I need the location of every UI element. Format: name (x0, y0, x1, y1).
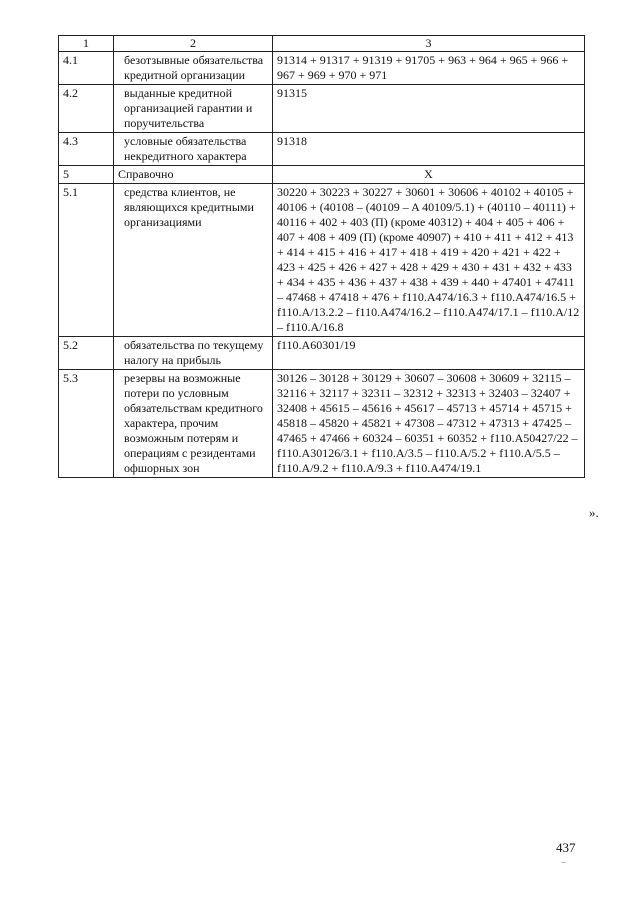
row-description (114, 370, 273, 478)
row-number: 5.1 (59, 184, 114, 337)
row-formula-text: 91318 (277, 134, 307, 148)
header-col-1: 1 (59, 36, 114, 52)
table-header-row (59, 36, 585, 52)
row-formula-text: f110.A60301/19 (277, 338, 356, 352)
row-formula-text: 91315 (277, 86, 307, 100)
page-number: 437 (556, 840, 576, 855)
row-description (114, 184, 273, 337)
row-formula (273, 133, 585, 166)
row-description-text: безотзывные обязательства кредитной организации (124, 53, 264, 82)
header-col-3: 3 (273, 36, 585, 52)
row-description: Справочно (114, 166, 273, 184)
header-col-2: 2 (114, 36, 273, 52)
table-row (59, 133, 585, 166)
row-formula-text: 30126 – 30128 + 30129 + 30607 – 30608 + 30609 + 32115 – 32116 + 32117 + 32311 – 32312 + 32313 + 32403 – 32407 + 32408 + 45615 – 45616 + 45617 – 45713 + 45714 + 45715 + 45818 – 45820 + 45821 + 47308 – 47312 + 47313 + 47425 – 47465 + 47466 + 60324 – 60351 + 60352 + f110.A50427/22 – f110.A30126/3.1 + f110.A/3.5 – f110.A/5.2 + f110.A/5.5 – f110.A/9.2 + f110.A/9.3 + f110.A474/19.1 (277, 371, 578, 475)
closing-quote: ». (589, 505, 599, 520)
row-number: 5.2 (59, 337, 114, 370)
row-description-text: выданные кредитной организацией гарантии и поручительства (124, 86, 253, 130)
row-formula (273, 184, 585, 337)
row-formula-text: 30220 + 30223 + 30227 + 30601 + 30606 + 40102 + 40105 + 40106 + (40108 – (40109 – A 40109/5.1) + (40110 – 40111) + 40116 + 402 + 403 (П) (кроме 40312) + 404 + 405 + 406 + 407 + 408 + 409 (П) (кроме 40907) + 410 + 411 + 412 + 413 + 414 + 415 + 416 + 417 + 418 + 419 + 420 + 421 + 422 + 423 + 425 + 426 + 427 + 428 + 429 + 430 + 431 + 432 + 433 + 434 + 435 + 436 + 437 + 438 + 439 + 440 + 47401 + 47411 – 47468 + 47418 + 476 + f110.A474/16.3 + f110.A474/16.5 + f110.A/13.2.2 – f110.A474/16.2 – f110.A474/17.1 – f110.A/12 – f110.A/16.8 (277, 185, 580, 334)
row-formula-text: 91314 + 91317 + 91319 + 91705 + 963 + 964 + 965 + 966 + 967 + 969 + 970 + 971 (277, 53, 569, 82)
table-row-section (59, 166, 585, 184)
table-row (59, 337, 585, 370)
row-description-text: условные обязательства некредитного характера (124, 134, 247, 163)
row-number: 4.1 (59, 52, 114, 85)
row-number: 4.3 (59, 133, 114, 166)
table-row (59, 184, 585, 337)
row-description (114, 52, 273, 85)
row-number: 4.2 (59, 85, 114, 133)
row-description (114, 85, 273, 133)
row-formula (273, 370, 585, 478)
row-formula (273, 85, 585, 133)
row-formula: X (273, 166, 585, 184)
footer-mark: ⁻ (561, 860, 567, 871)
accounts-table (58, 35, 585, 478)
row-description (114, 133, 273, 166)
row-number: 5.3 (59, 370, 114, 478)
row-description (114, 337, 273, 370)
row-description-text: средства клиентов, не являющихся кредитными организациями (124, 185, 254, 229)
table-row (59, 370, 585, 478)
row-description-text: обязательства по текущему налогу на прибыль (124, 338, 264, 367)
row-formula (273, 52, 585, 85)
row-number: 5 (59, 166, 114, 184)
table-row (59, 85, 585, 133)
row-description-text: резервы на возможные потери по условным обязательствам кредитного характера, прочим возможным потерям и операциям с резидентами офшорных зон (124, 371, 263, 475)
row-formula (273, 337, 585, 370)
table-row (59, 52, 585, 85)
